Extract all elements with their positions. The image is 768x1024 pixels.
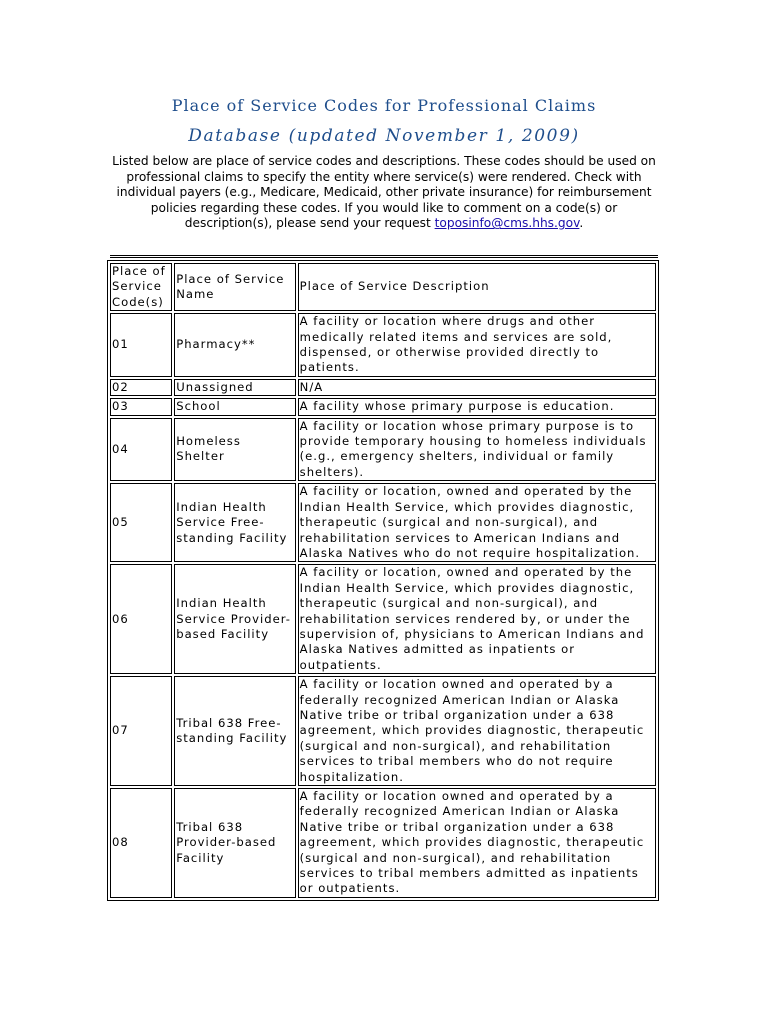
cell-name: School [174, 398, 295, 415]
pos-codes-table [107, 260, 659, 901]
cell-code: 06 [110, 564, 172, 674]
email-link[interactable]: toposinfo@cms.hhs.gov [434, 216, 580, 231]
cell-code: 07 [110, 676, 172, 786]
cell-description: A facility or location, owned and operated by the Indian Health Service, which provides diagnostic, therapeutic (surgical and non-surgical), and rehabilitation services rendered by, or under the supervision of, physicians to American Indians and Alaska Natives admitted as inpatients or outpatients. [298, 564, 656, 674]
cell-code: 08 [110, 788, 172, 898]
cell-code: 04 [110, 418, 172, 482]
cell-code: 02 [110, 379, 172, 396]
table-row [110, 379, 656, 396]
cell-name: Tribal 638 Provider-based Facility [174, 788, 295, 898]
cell-code: 03 [110, 398, 172, 415]
cell-description: A facility whose primary purpose is education. [298, 398, 656, 415]
cell-name: Pharmacy** [174, 313, 295, 377]
cell-code: 01 [110, 313, 172, 377]
cell-name: Indian Health Service Provider-based Facility [174, 564, 295, 674]
cell-name: Unassigned [174, 379, 295, 396]
header-description: Place of Service Description [298, 263, 656, 311]
header-name: Place of Service Name [174, 263, 295, 311]
intro-text: Listed below are place of service codes and descriptions. These codes should be used on professional claims to specify the entity where service(s) were rendered. Check with individual payers (e.g., Medicare, Medicaid, other private insurance) for reimbursement policies regarding these codes. If you would like to comment on a code(s) or description(s), please send your request [112, 154, 656, 231]
cell-description: A facility or location, owned and operated by the Indian Health Service, which provides diagnostic, therapeutic (surgical and non-surgical), and rehabilitation services to American Indians and Alaska Natives who do not require hospitalization. [298, 483, 656, 562]
cell-description: A facility or location owned and operated by a federally recognized American Indian or Alaska Native tribe or tribal organization under a 638 agreement, which provides diagnostic, therapeutic (surgical and non-surgical), and rehabilitation services to tribal members admitted as inpatients or outpatients. [298, 788, 656, 898]
intro-end: . [579, 216, 584, 231]
table-header-row [110, 263, 656, 311]
cell-code: 05 [110, 483, 172, 562]
table-row [110, 398, 656, 415]
document-title: Place of Service Codes for Professional Claims [171, 96, 597, 115]
document-subtitle: Database (updated November 1, 2009) [188, 126, 580, 146]
cell-description: A facility or location where drugs and other medically related items and services are sold, dispensed, or otherwise provided directly to patients. [298, 313, 656, 377]
table-row [110, 418, 656, 482]
cell-name: Tribal 638 Free-standing Facility [174, 676, 295, 786]
cell-description: A facility or location owned and operated by a federally recognized American Indian or Alaska Native tribe or tribal organization under a 638 agreement, which provides diagnostic, therapeutic (surgical and non-surgical), and rehabilitation services to tribal members who do not require hospitalization. [298, 676, 656, 786]
table-row [110, 676, 656, 786]
table-row [110, 564, 656, 674]
cell-name: Homeless Shelter [174, 418, 295, 482]
cell-description: A facility or location whose primary purpose is to provide temporary housing to homeless individuals (e.g., emergency shelters, individual or family shelters). [298, 418, 656, 482]
intro-paragraph [110, 154, 658, 232]
cell-name: Indian Health Service Free-standing Facility [174, 483, 295, 562]
horizontal-rule [110, 255, 658, 258]
table-row [110, 313, 656, 377]
header-code: Place of Service Code(s) [110, 263, 172, 311]
cell-description: N/A [298, 379, 656, 396]
table-row [110, 483, 656, 562]
table-row [110, 788, 656, 898]
